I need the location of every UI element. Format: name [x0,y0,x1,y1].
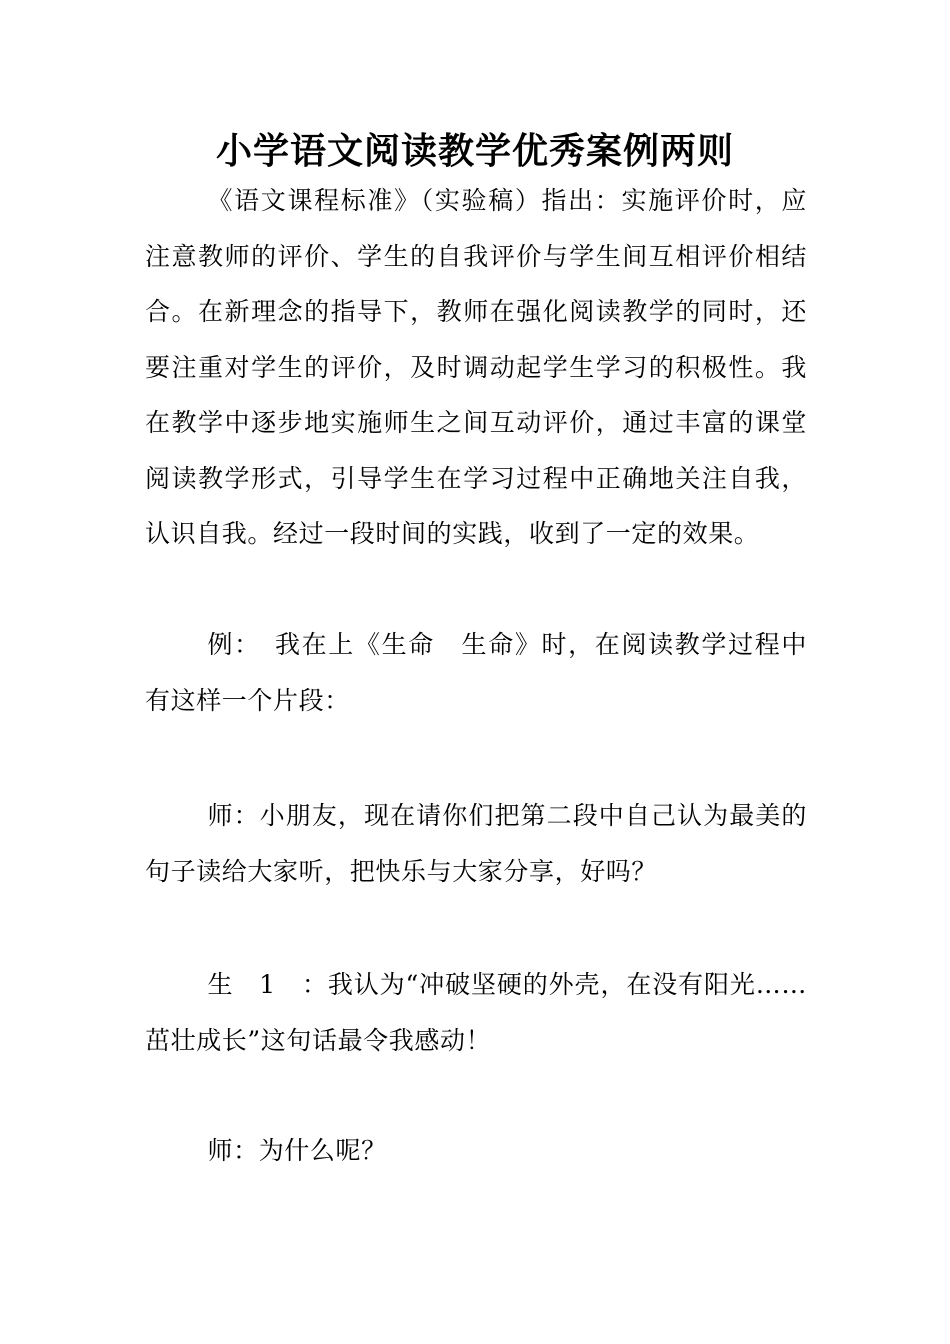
paragraph-intro: 《语文课程标准》（实验稿）指出：实施评价时，应注意教师的评价、学生的自我评价与学生间互相评价相结合。在新理念的指导下，教师在强化阅读教学的同时，还要注重对学生的评价，及时调动起学生学习的积极性。我在教学中逐步地实施师生之间互动评价，通过丰富的课堂阅读教学形式，引导学生在学习过程中正确地关注自我，认识自我。经过一段时间的实践，收到了一定的效果。 [145,186,807,548]
paragraph-student-answer: 生 1 ：我认为“冲破坚硬的外壳，在没有阳光……茁壮成长”这句话最令我感动！ [145,970,807,1055]
paragraph-teacher-question: 师：小朋友，现在请你们把第二段中自己认为最美的句子读给大家听，把快乐与大家分享，好吗？ [145,801,807,886]
document-title: 小学语文阅读教学优秀案例两则 [215,131,734,173]
paragraph-example: 例： 我在上《生命 生命》时，在阅读教学过程中有这样一个片段： [145,630,807,715]
paragraph-teacher-followup: 师：为什么呢？ [207,1136,387,1165]
